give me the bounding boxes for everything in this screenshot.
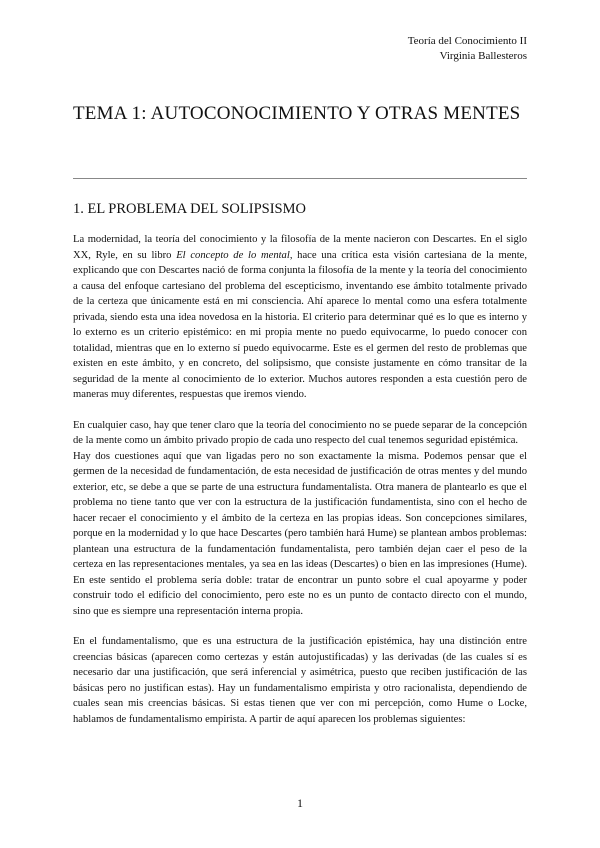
body-text [73,232,527,727]
paragraph-1-part-a: La modernidad, la teoría del conocimiento y la filosofía de la mente nacieron con Descartes. En el siglo XX, Ryle, en su libro [73,234,527,261]
paragraph-1-part-b: , hace una crítica esta visión cartesiana de la mente, explicando que con Descartes nació de forma conjunta la filosofía de la mente y la teoría del conocimiento a causa del enfoque cartesiano del problema del escepticismo, inventando ese ámbito totalmente privado de la certeza que únicamente está en mi consciencia. Ahí aparece lo mental como una esfera totalmente privada, siendo esta una idea novedosa en la historia. El criterio para determinar qué es lo que es interno y lo externo es un criterio epistémico: en mi propia mente no puedo equivocarme, lo puedo conocer con totalidad, mientras que en lo externo sí puedo equivocarme. Este es el germen del resto de problemas que existen en este ámbito, y en concreto, del solipsismo, que consiste justamente en cómo transitar de la seguridad de la mente al conocimiento de lo exterior. Muchos autores responden a esta cuestión pero de maneras muy diferentes, respuestas que iremos viendo. [73,249,527,400]
section-heading: 1. EL PROBLEMA DEL SOLIPSISMO [73,201,306,217]
paragraph-3: Hay dos cuestiones aquí que van ligadas pero no son exactamente la misma. Podemos pensar que el germen de la necesidad de fundamentación, de esta necesidad de justificación de otras mentes y del mundo exterior, etc, se debe a que se parte de una estructura fundamentalista. Otra manera de plantearlo es que el problema no tiene tanto que ver con la estructura de la justificación fundamentista, sino con el hecho de hacer recaer el conocimiento y el ámbito de la certeza en las propias ideas. Son concepciones similares, porque en la modernidad y lo que hace Descartes (pero también hará Hume) se plantean ambos problemas: plantean una estructura de la fundamentación fundamentalista, pero también dejan caer el peso de la certeza en las representaciones mentales, ya sea en las ideas (Descartes) o bien en las impresiones (Hume). En este sentido el problema sería doble: tratar de encontrar un punto sobre el cual apoyarme y poder construir todo el edificio del conocimiento, pero este no es un punto de contacto directo con el mundo, sino que es siempre una representación interna propia. [73,450,527,617]
document-title: TEMA 1: AUTOCONOCIMIENTO Y OTRAS MENTES [73,103,521,124]
header-course: Teoría del Conocimiento II [407,35,527,47]
title-divider [73,178,527,179]
book-title: El concepto de lo mental [176,249,290,261]
page-number: 1 [297,796,303,810]
paragraph-4: En el fundamentalismo, que es una estructura de la justificación epistémica, hay una distinción entre creencias básicas (aparecen como certezas y están autojustificadas) y las derivadas (de las cuales sí es necesario dar una justificación, que será inferencial y asimétrica, puesto que reciben justificación de las básicas pero no justifican estas). Hay un fundamentalismo empirista y otro racionalista, dependiendo de cuales sean mis creencias básicas. Si estas tienen que ver con mi percepción, como Hume o Locke, hablamos de fundamentalismo empirista. A partir de aquí aparecen los problemas siguientes: [73,636,527,725]
paragraph-2: En cualquier caso, hay que tener claro que la teoría del conocimiento no se puede separar de la concepción de la mente como un ámbito privado propio de cada uno respecto del cual tenemos seguridad epistémica. [73,419,527,446]
paragraph-1 [73,232,527,403]
header-author: Virginia Ballesteros [439,50,527,62]
page-header [408,34,527,64]
